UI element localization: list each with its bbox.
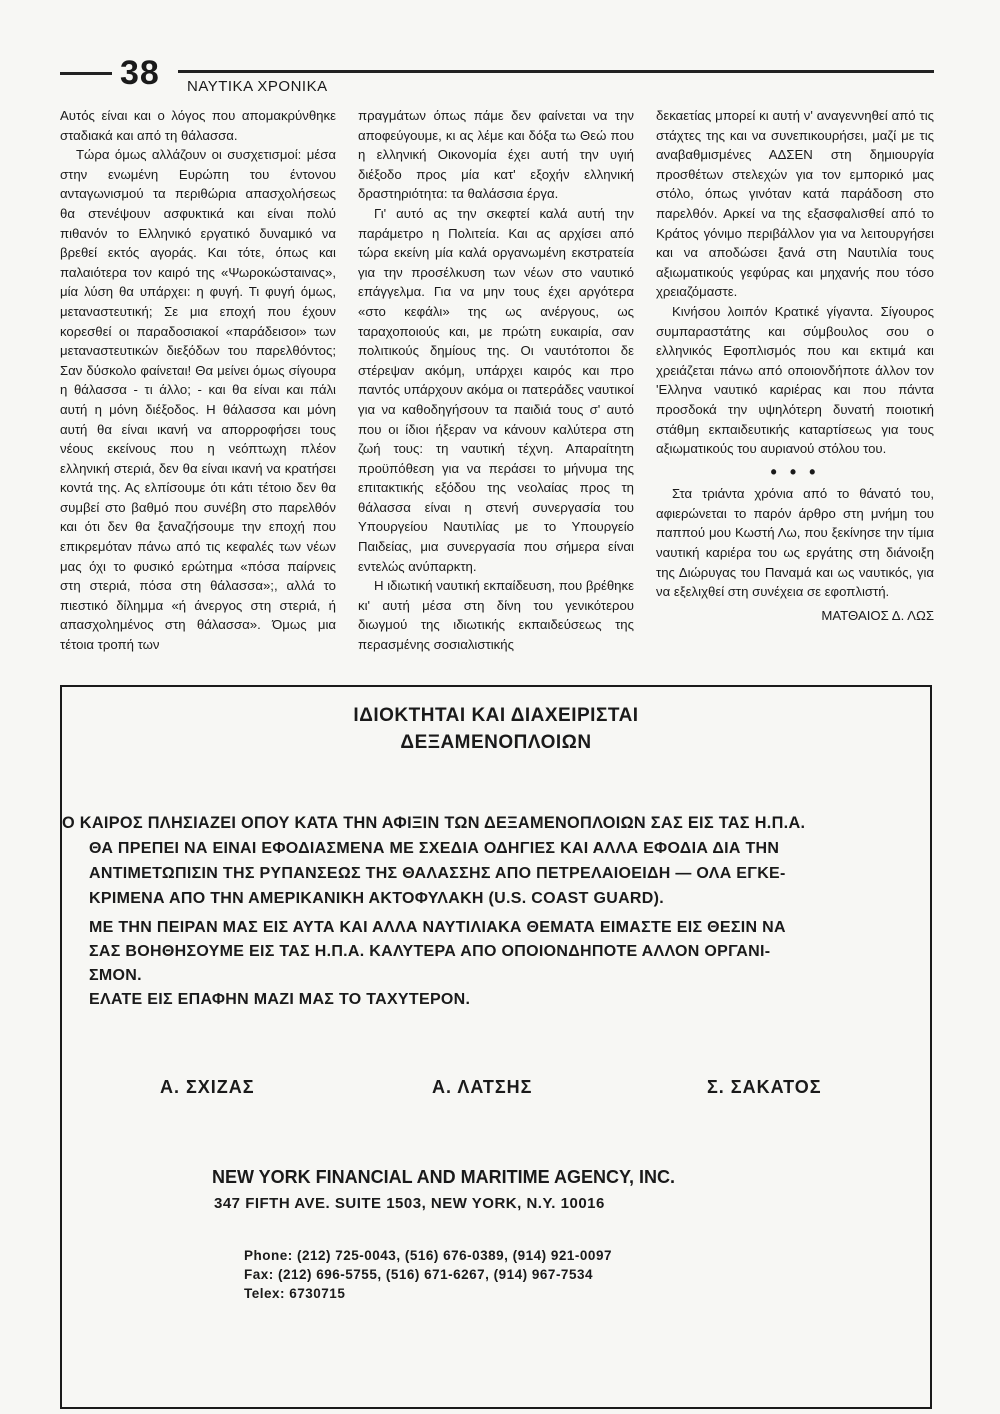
paragraph: πραγμάτων όπως πάμε δεν φαίνεται να την αποφεύγουμε, κι ας λέμε και δόξα τω Θεώ που η ελληνική Οικονομία έχει αυτή την υγιή διέξοδο προς μία κατ' εξοχήν ελληνική δραστηριότητα: τα θαλάσσια έργα. [358,108,634,202]
ad-title-line-2: ΔΕΞΑΜΕΝΟΠΛΟΙΩΝ [400,732,592,753]
page-number: 38 [120,54,160,92]
advertisement-box [60,685,932,1409]
ad-text-line: Ο ΚΑΙΡΟΣ ΠΛΗΣΙΑΖΕΙ ΟΠΟΥ ΚΑΤΑ ΤΗΝ ΑΦΙΞΙΝ ΤΩΝ ΔΕΞΑΜΕΝΟΠΛΟΙΩΝ ΣΑΣ ΕΙΣ ΤΑΣ Η.Π.Α. [62,814,806,832]
article-column-3 [656,106,934,625]
ad-text-line: ΘΑ ΠΡΕΠΕΙ ΝΑ ΕΙΝΑΙ ΕΦΟΔΙΑΣΜΕΝΑ ΜΕ ΣΧΕΔΙΑ ΟΔΗΓΙΕΣ ΚΑΙ ΑΛΛΑ ΕΦΟΔΙΑ ΔΙΑ ΤΗΝ [89,840,780,857]
agency-address: 347 FIFTH AVE. SUITE 1503, NEW YORK, N.Y. 10016 [214,1195,605,1212]
dedication-paragraph: Στα τριάντα χρόνια από το θάνατό του, αφιερώνεται το παρόν άρθρο στη μνήμη του παππού μου Κωστή Λω, που ξεκίνησε την τίμια ναυτική καριέρα του ως εργάτης στη διάνοιξη της Διώρυγας του Παναμά και ως ναυτικός, για να εξελιχθεί στη συνέχεια σε εφοπλιστή. [656,486,934,600]
ad-text-line: ΚΡΙΜΕΝΑ ΑΠΟ ΤΗΝ ΑΜΕΡΙΚΑΝΙΚΗ ΑΚΤΟΦΥΛΑΚΗ (U.S. COAST GUARD). [89,890,665,907]
paragraph: Κινήσου λοιπόν Κρατικέ γίγαντα. Σίγουρος συμπαραστάτης και σύμβουλος σου ο ελληνικός Εφοπλισμός που και εκτιμά και χρειάζεται πάνω από οποιονδήποτε άλλον τον 'Ελληνα ναυτικό καριέρας και που πάντα προσδοκά την υψηλότερη δυνατή ποιοτική στάθμη εκπαιδευτικής καταρτίσεως για τους αξιωματικούς του αυριανού στόλου του. [656,303,934,457]
paragraph: Η ιδιωτική ναυτική εκπαίδευση, που βρέθηκε κι' αυτή μέσα στη δίνη του γενικότερου διωγμού της ιδιωτικής εκπαιδεύσεως της περασμένης σοσιαλιστικής [358,578,634,653]
ad-text-line: ΑΝΤΙΜΕΤΩΠΙΣΙΝ ΤΗΣ ΡΥΠΑΝΣΕΩΣ ΤΗΣ ΘΑΛΑΣΣΗΣ ΑΠΟ ΠΕΤΡΕΛΑΙΟΕΙΔΗ — ΟΛΑ ΕΓΚΕ- [89,865,786,882]
ad-text-line: ΣΑΣ ΒΟΗΘΗΣΟΥΜΕ ΕΙΣ ΤΑΣ Η.Π.Α. ΚΑΛΥΤΕΡΑ ΑΠΟ ΟΠΟΙΟΝΔΗΠΟΤΕ ΑΛΛΟΝ ΟΡΓΑΝΙ- [89,943,771,960]
owner-name: Α. ΣΧΙΖΑΣ [160,1077,255,1097]
owner-name: Α. ΛΑΤΣΗΣ [432,1077,533,1097]
section-separator: • • • [770,461,820,482]
ad-text-line: ΜΕ ΤΗΝ ΠΕΙΡΑΝ ΜΑΣ ΕΙΣ ΑΥΤΑ ΚΑΙ ΑΛΛΑ ΝΑΥΤΙΛΙΑΚΑ ΘΕΜΑΤΑ ΕΙΜΑΣΤΕ ΕΙΣ ΘΕΣΙΝ ΝΑ [89,919,786,936]
article-column-2 [358,106,634,655]
paragraph: Γι' αυτό ας την σκεφτεί καλά αυτή την παράμετρο η Πολιτεία. Και ας αρχίσει από τώρα εκείνη μία καλά οργανωμένη εκστρατεία για την προσέλκυση των νέων στο ναυτικό επάγγελμα. Για να μην τους έχει αργότερα «στο κεφάλι» της ως ανέργους, ως ταραχοποιούς και, με πρώτη ευκαιρία, σαν πολιτικούς δημίους της. Οι ναυτότοποι δε στέρεψαν ακόμη, υπάρχει καιρός και προ παντός υπάρχουν ακόμα οι πατεράδες ναυτικοί για να καθοδηγήσουν τα παιδιά τους σ' αυτό που οι ίδιοι ήξεραν να κάνουν καλύτερα στη ζωή τους: τη ναυτική τέχνη. Απαραίτητη προϋπόθεση για να περάσει το μήνυμα της επιτακτικής εξόδου της νεολαίας προς τη θάλασσα είναι η στενή συνεργασία του Υπουργείου Ναυτιλίας με το Υπουργείο Παιδείας, μια συνεργασία που σήμερα είναι εντελώς ανύπαρκτη. [358,205,634,574]
header-rule-right [178,70,934,73]
owner-name: Σ. ΣΑΚΑΤΟΣ [707,1077,822,1097]
phone-numbers: Phone: (212) 725-0043, (516) 676-0389, (914) 921-0097 [244,1248,612,1263]
agency-name: NEW YORK FINANCIAL AND MARITIME AGENCY, INC. [212,1167,676,1187]
header-rule-left [60,72,112,75]
ad-text-line: ΣΜΟΝ. [89,967,142,984]
article-column-1 [60,106,336,655]
ad-title-line-1: ΙΔΙΟΚΤΗΤΑΙ ΚΑΙ ΔΙΑΧΕΙΡΙΣΤΑΙ [353,705,639,726]
telex-number: Telex: 6730715 [244,1286,346,1301]
fax-numbers: Fax: (212) 696-5755, (516) 671-6267, (914) 967-7534 [244,1267,593,1282]
paragraph: Αυτός είναι και ο λόγος που απομακρύνθηκε σταδιακά και από τη θάλασσα. [60,108,336,143]
magazine-title: ΝΑΥΤΙΚΑ ΧΡΟΝΙΚΑ [187,78,328,95]
paragraph: Τώρα όμως αλλάζουν οι συσχετισμοί: μέσα στην ενωμένη Ευρώπη του έντονου ανταγωνισμού τα περιθώρια απασχολήσεως θα στενέψουν ασφυκτικά και είναι πολύ πιθανόν το Ελληνικό εργατικό δυναμικό να βρεθεί εκτός αγοράς. Και τότε, όπως και παλαιότερα τον καιρό της «Ψωροκώσταινας», μία λύση θα υπάρχει: η φυγή. Τι φυγή όμως, μεταναστευτική; Σε μια εποχή που έχουν κορεσθεί οι παραδοσιακοί «παράδεισοι» των μεταναστευτικών διεξόδων του παρελθόντος; Σαν δύσκολο φαίνεται! Θα μείνει όμως σίγουρα η θάλασσα - τι άλλο; - και θα είναι και πάλι αυτή η μόνη διέξοδος. Η θάλασσα και μόνη αυτή θα είναι ικανή να απορροφήσει τους νέους εκείνους που η νεόπτωχη πλέον ελληνική στεριά, δεν θα είναι ικανή να κρατήσει κοντά της. Ας ελπίσουμε ότι κάτι τέτοιο δεν θα συμβεί στο βαθμό που συνέβη στο παρελθόν και ότι δεν θα ξαναζήσουμε την εποχή που επικρεμόταν πάνω από τις κεφαλές των νέων μας όχι το φυσικό ερώτημα «πόσα παίρνεις στη στεριά, πόσα στη θάλασσα»;, αλλά το πιεστικό δίλημμα «ή άνεργος στη στεριά, ή απασχολημένος στη θάλασσα». Όμως μια τέτοια τροπή των [60,147,336,653]
ad-text-line: ΕΛΑΤΕ ΕΙΣ ΕΠΑΦΗΝ ΜΑΖΙ ΜΑΣ ΤΟ ΤΑΧΥΤΕΡΟΝ. [89,991,471,1008]
paragraph: δεκαετίας μπορεί κι αυτή ν' αναγεννηθεί από τις στάχτες της και να συνεπικουρήσει, μαζί με τις αναβαθμισμένες ΑΔΣΕΝ στη δημιουργία προσθέτων στελεχών για τον εμπορικό μας στόλο, όπως γινόταν κατά παράδοση στο παρελθόν. Αρκεί να της εξασφαλισθεί από το Κράτος γόνιμο περιβάλλον για να λειτουργήσει και να αποδώσει ξανά στη Ναυτιλία τους αξιωματικούς γεφύρας και μηχανής που τόσο χρειαζόμαστε. [656,108,934,300]
author-signature: ΜΑΤΘΑΙΟΣ Δ. ΛΩΣ [821,607,934,623]
